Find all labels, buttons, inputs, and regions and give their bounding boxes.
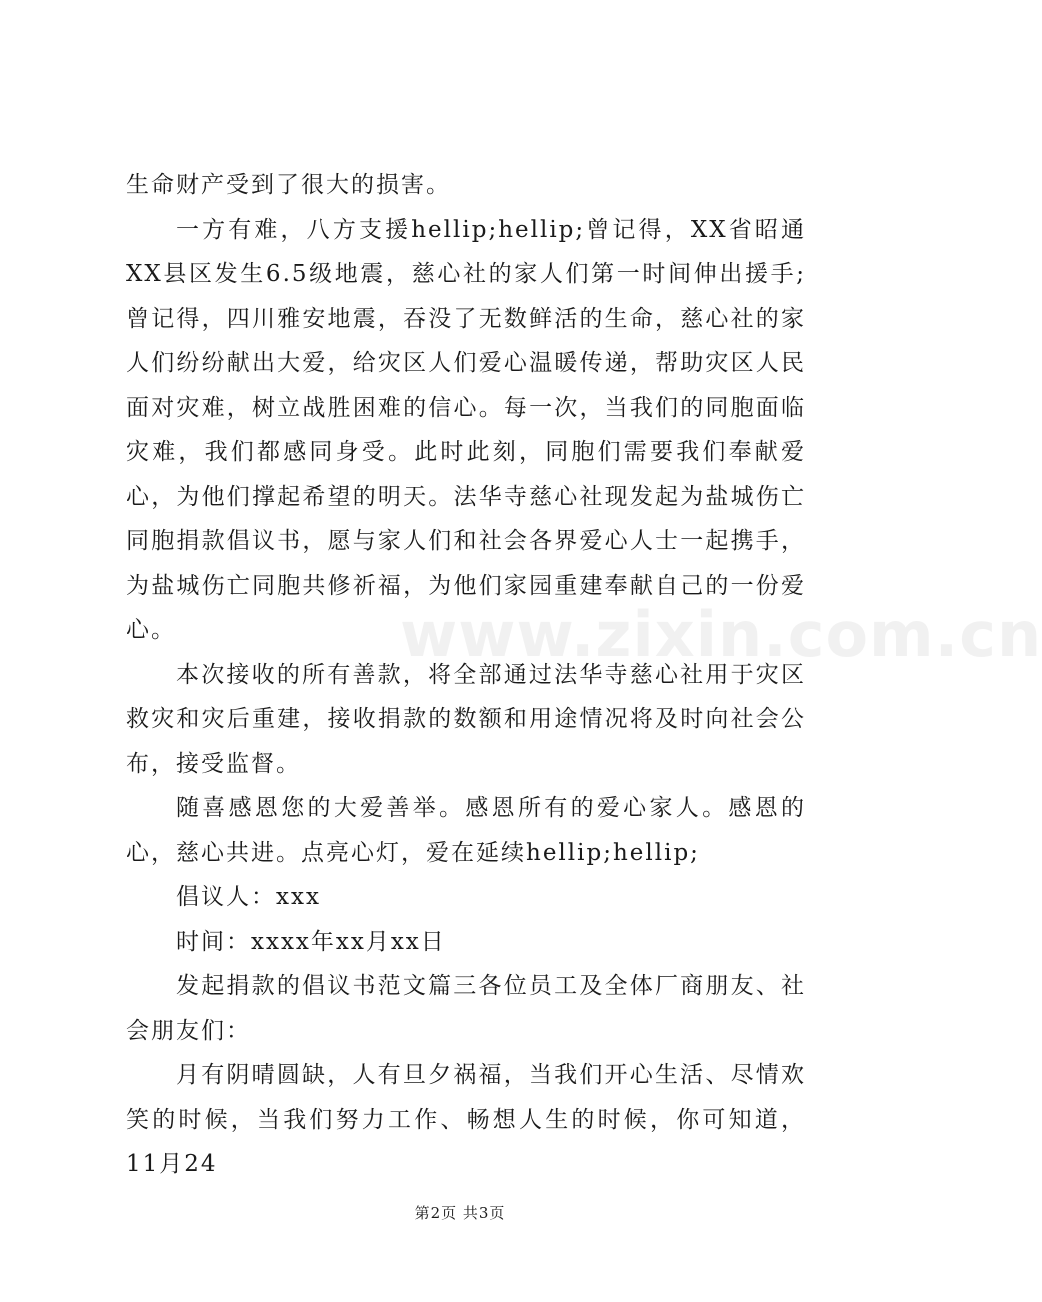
paragraph-3: 本次接收的所有善款，将全部通过法华寺慈心社用于灾区救灾和灾后重建，接收捐款的数额和用途情况将及时向社会公布，接受监督。 bbox=[126, 661, 806, 777]
document-body bbox=[126, 163, 806, 1187]
paragraph-7: 发起捐款的倡议书范文篇三各位员工及全体厂商朋友、社会朋友们： bbox=[126, 973, 806, 1044]
paragraph-4: 随喜感恩您的大爱善举。感恩所有的爱心家人。感恩的心，慈心共进。点亮心灯，爱在延续hellip;hellip; bbox=[126, 795, 806, 866]
page-number-footer: 第2页 共3页 bbox=[414, 1204, 506, 1222]
paragraph-2: 一方有难，八方支援hellip;hellip;曾记得，XX省昭通XX县区发生6.5级地震，慈心社的家人们第一时间伸出援手;曾记得，四川雅安地震，吞没了无数鲜活的生命，慈心社的家人们纷纷献出大爱，给灾区人们爱心温暖传递，帮助灾区人民面对灾难，树立战胜困难的信心。每一次，当我们的同胞面临灾难，我们都感同身受。此时此刻，同胞们需要我们奉献爱心，为他们撑起希望的明天。法华寺慈心社现发起为盐城伤亡同胞捐款倡议书，愿与家人们和社会各界爱心人士一起携手，为盐城伤亡同胞共修祈福，为他们家园重建奉献自己的一份爱心。 bbox=[126, 216, 806, 643]
paragraph-8: 月有阴晴圆缺，人有旦夕祸福，当我们开心生活、尽情欢笑的时候，当我们努力工作、畅想人生的时候，你可知道，11月24 bbox=[126, 1062, 806, 1177]
watermark-text: www.zixin.com.cn bbox=[400, 598, 1042, 671]
proposer-line: 倡议人：xxx bbox=[176, 884, 321, 910]
date-line: 时间：xxxx年xx月xx日 bbox=[176, 928, 446, 955]
paragraph-1: 生命财产受到了很大的损害。 bbox=[126, 172, 451, 198]
